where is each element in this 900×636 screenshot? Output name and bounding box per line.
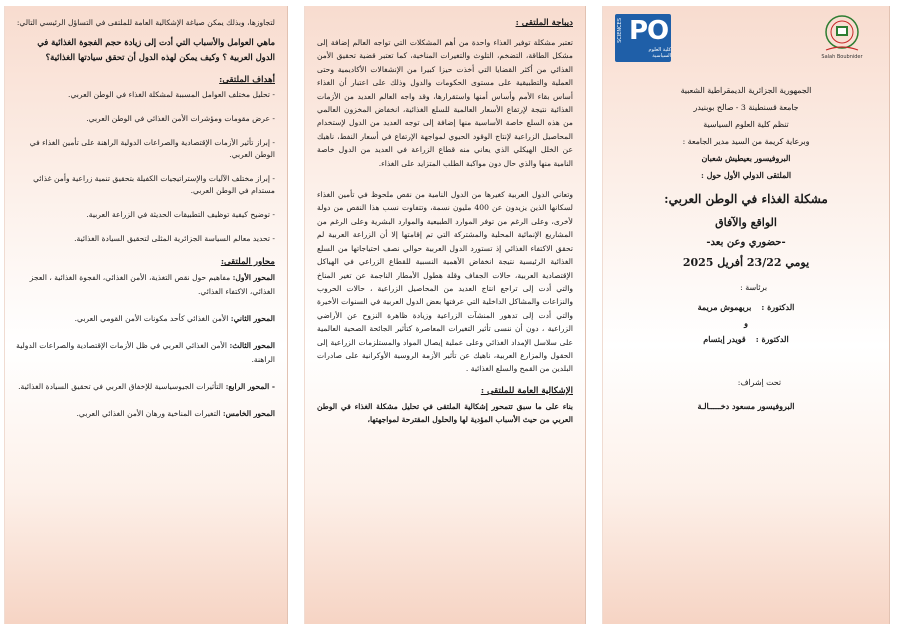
axis-text: الأمن الغذائي العربي في ظل الأزمات الإقتصادية والصراعات الدولية الراهنة. [16, 341, 275, 365]
chair-label: برئاسة : [740, 283, 767, 292]
axis-text: الأمن الغذائي كأحد مكونات الأمن القومي العربي. [74, 314, 231, 324]
axis-text: التأثيرات الجيوسياسية للإخفاق العربي في تحقيق السيادة الغذائية. [18, 382, 226, 392]
objective-item: - تحليل مختلف العوامل المسببة لمشكلة الغذاء في الوطن العربي. [68, 90, 275, 100]
objective-item: - تحديد معالم السياسة الجزائرية المثلى لتحقيق السيادة الغذائية. [74, 233, 275, 243]
axis-item [15, 312, 275, 326]
axis-label: المحور الأول: [232, 273, 275, 283]
supervisor-name: البروفيسور مسعود دخـــــالـة [697, 401, 795, 411]
university-emblem-icon [812, 14, 872, 54]
faculty-logo [615, 14, 671, 62]
doctor-label: الدكتورة : [755, 334, 789, 344]
republic-name: الجمهورية الجزائرية الديمقراطية الشعبية [680, 86, 812, 95]
and-separator: و [744, 318, 748, 328]
axis-text: التغيرات المناخية ورهان الأمن الغذائي العربي. [76, 409, 223, 419]
faculty-logo-text: PO [629, 16, 669, 46]
axis-text: مفاهيم حول نقص التغذية، الأمن الغذائي، الفجوة الغذائية ، العجز الغذائي، الاكتفاء الغذائي. [29, 273, 275, 297]
preface-paragraph-1: تعتبر مشكلة توفير الغذاء واحدة من أهم المشكلات التي تواجه العالم إضافة إلى مشكل الطاقة، التضخم، التلوث والتغيرات المناخية، كما تعتبر قضية تحقيق الأمن الغذائي من أكثر القضايا التي أخذت حيزا كبيرا من الإنشغالات الأكاديمية وحتى العملية والتطبيقية على مستوى الحكومات والدول وذلك على اعتبار أن الغذاء أساس بقاء الأمم وأساس أمنها واستقرارها، وقد واجه العالم العديد من الأزمات الغذائية نتيجة لإرتفاع الأسعار العالمية للسلع الغذائية، انخفاض المخزون العالمي من هذه السلع خاصة الأساسية منها إضافة إلى توجه العديد من الدول لإستخدام المحاصيل الزراعية لإنتاج الوقود الحيوي لمواجهة الإرتفاع في أسعار النفط، ناهيك عن الخلل الهيكلي الذي يعاني منه قطاع الزراعة في العديد من الدول خاصة النامية منها والذي حال دون مواكبة الطلب المتزايد على الغذاء. [317, 38, 573, 168]
main-question: ماهي العوامل والأسباب التي أدت إلى زيادة حجم الفجوة الغذائية في الدول العربية ؟ وكيف يمكن لهذه الدول أن تحقق سيادتها الغذائية؟ [37, 37, 275, 63]
doctor-label: الدكتورة : [761, 302, 795, 312]
axis-item [15, 339, 275, 367]
faculty-logo-side-text: SCIENCES [617, 18, 623, 43]
university-name: جامعة قسنطينة 3 - صالح بوبنيدر [693, 103, 799, 112]
axis-item [15, 271, 275, 299]
forum-title: مشكلة الغذاء في الوطن العربي: [664, 192, 828, 206]
sponsorship-text: وبرعاية كريمة من السيد مدير الجامعة : [682, 137, 810, 146]
forum-mode: -حضوري وعن بعد- [706, 237, 786, 248]
chair-row-2 [615, 334, 877, 344]
panel-right [602, 6, 890, 624]
objective-item: - توضيح كيفية توظيف التطبيقات الحديثة في الزراعة العربية. [86, 209, 275, 219]
preface-heading: ديباجة الملتقى : [515, 18, 573, 28]
axes-list [15, 271, 275, 421]
chair-row-1 [615, 302, 877, 312]
axis-label: المحور الثاني: [230, 314, 275, 324]
axis-label: المحور الثالث: [229, 341, 275, 351]
axis-label: - المحور الرابع: [225, 382, 275, 392]
axis-label: المحور الخامس: [222, 409, 275, 419]
chair-name-2: قويدر إبتسام [703, 334, 746, 344]
university-logo-caption: Salah Boubnider [821, 54, 863, 60]
panel-left [4, 6, 288, 624]
objective-item: - إبراز تأثير الأزمات الإقتصادية والصراعات الدولية الراهنة على تأمين الغذاء في الوطن العربي. [29, 137, 275, 160]
forum-subtitle: الواقع والآفاق [715, 216, 777, 229]
preface-paragraph-2: وتعاني الدول العربية كغيرها من الدول النامية من نقص ملحوظ في تأمين الغذاء لسكانها الذين يزيدون عن 400 مليون نسمة، وتتفاوت نسب هذا النقص من دولة لأخرى، وعلى الرغم من توفر الموارد الطبيعية والموارد البشرية وعلى الرغم من المشاريع الإنمائية المحلية والمشتركة التي تم إقامتها إلا أن الزراعة العربية لم تحقق الاكتفاء الغذائي إذ تستورد الدول العربية حوالي نصف احتياجاتها من السلع الغذائية الرئيسية نتيجة انخفاض الأهمية النسبية للقطاع الزراعي في الهياكل الإقتصادية العربية، حالات الجفاف وقلة هطول الأمطار الناجمة عن تغير المناخ والتي أدت إلى تراجع انتاج العديد من المحاصيل الزراعية ، حالات الحروب والنزاعات والمشاكل الداخلية التي عرفتها بعض الدول العربية في السنوات الأخيرة والتي أدت إلى تدهور المنشآت الزراعية وزيادة ظاهرة النزوح عن الأراضي الزراعية ، دون أن ننسى تأثير التغيرات المعاصرة كتأثير الجائحة الصحية العالمية على سلاسل الإمداد الغذائي وعلى عملية إيصال المواد والمستلزمات الزراعية إلى الحقول والمزارع العربية، ناهيك عن تأثير الأزمة الروسية الأوكرانية على صادرات البلدين من القمح والسلع الغذائية . [317, 190, 573, 374]
objectives-list [15, 89, 275, 245]
intro-text: لتجاوزها، وبذلك يمكن صياغة الإشكالية العامة للملتقى في التساؤل الرئيسي التالي: [16, 18, 275, 27]
director-name: البروفيسور بعيطيش شعبان [701, 154, 791, 163]
problem-heading: الإشكالية العامة للملتقى : [480, 385, 573, 396]
forum-label: الملتقى الدولي الأول حول : [701, 171, 791, 180]
objective-item: - عرض مقومات ومؤشرات الأمن الغذائي في الوطن العربي. [86, 114, 275, 123]
problem-text: بناء على ما سبق تتمحور إشكالية الملتقى في تحليل مشكلة الغذاء في الوطن العربي من حيث الأسباب المؤدية لها والحلول المقترحة لمواجهتها، [317, 401, 573, 425]
organizer-text: تنظم كلية العلوم السياسية [703, 120, 789, 129]
axis-item [15, 407, 275, 421]
objective-item: - إبراز مختلف الآليات والإستراتيجيات الكفيلة بتحقيق تنمية زراعية وأمن غذائي مستدام في الوطن العربي. [33, 173, 275, 196]
panel-middle [304, 6, 586, 624]
chair-name-1: بريهموش مريمة [697, 302, 752, 312]
objectives-heading: أهداف الملتقى: [219, 75, 275, 86]
axis-item [15, 380, 275, 394]
axes-heading: محاور الملتقى: [220, 257, 275, 268]
logos-row [615, 14, 877, 72]
university-logo [807, 14, 877, 66]
faculty-logo-subtext: كلية العلوم السياسية [648, 47, 671, 59]
supervision-label: تحت إشراف: [737, 378, 781, 387]
forum-date: يومي 23/22 أفريل 2025 [682, 256, 810, 269]
